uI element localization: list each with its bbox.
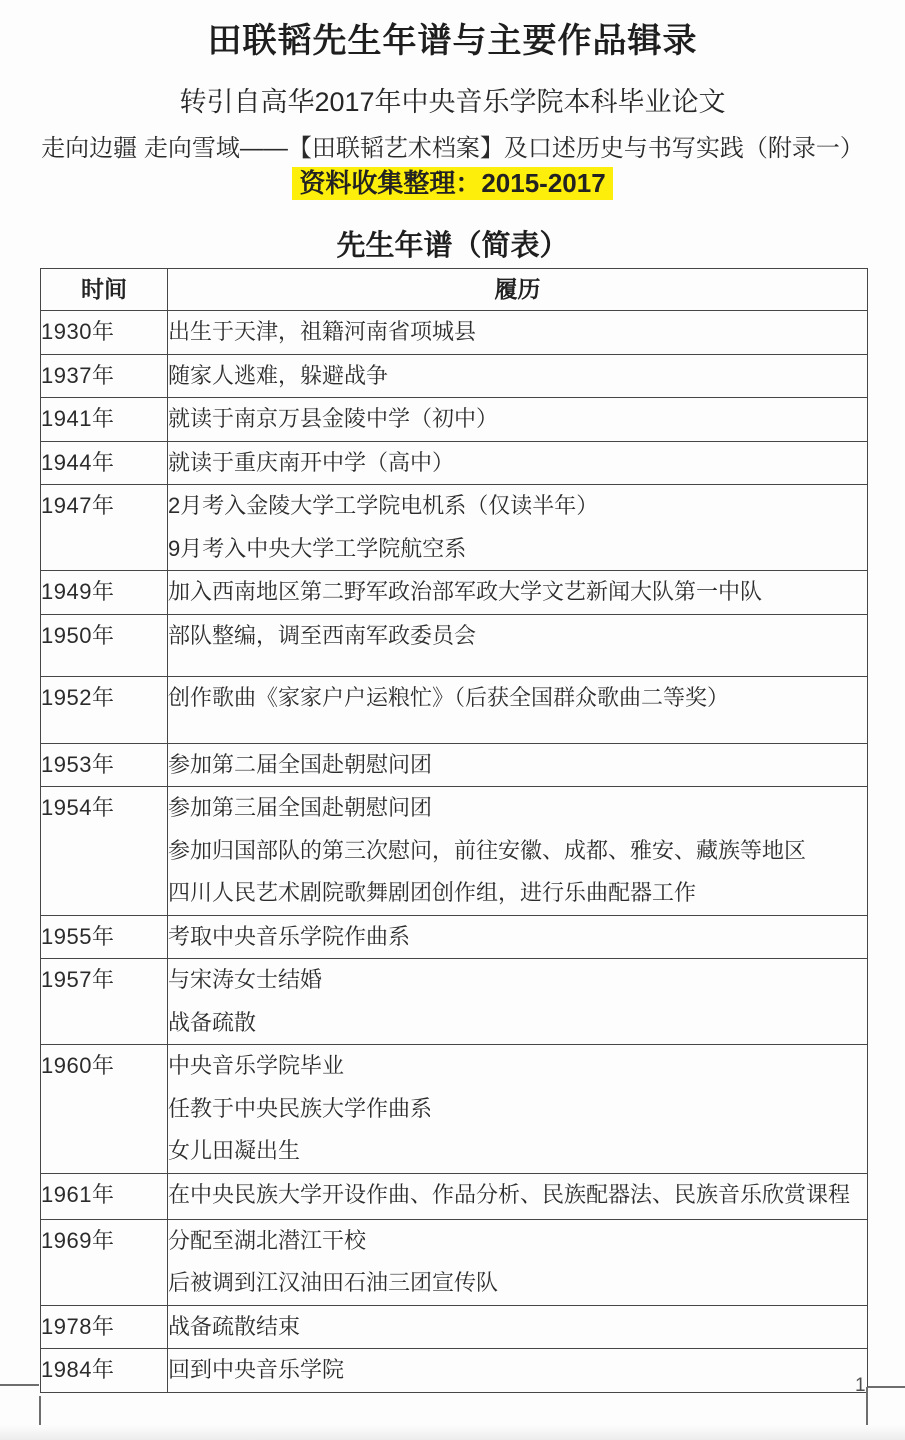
table-row — [41, 398, 868, 442]
events-cell — [168, 915, 868, 959]
year-label: 1952年 — [41, 684, 115, 710]
document-title: 田联韬先生年谱与主要作品辑录 — [207, 22, 698, 60]
year-label: 1954年 — [41, 795, 115, 820]
event-line: 中央音乐学院毕业 — [168, 1053, 345, 1078]
event-line: 参加第三届全国赴朝慰问团 — [168, 795, 433, 820]
events-cell — [168, 354, 868, 398]
year-label: 1957年 — [41, 967, 115, 992]
year-label: 1941年 — [41, 406, 115, 431]
year-cell — [41, 1045, 168, 1174]
year-label: 1955年 — [41, 923, 115, 949]
collection-note-row — [0, 167, 905, 203]
year-cell — [41, 441, 168, 485]
year-label: 1960年 — [41, 1053, 115, 1078]
table-row — [41, 571, 868, 615]
events-cell — [168, 959, 868, 1045]
table-row — [41, 1219, 868, 1305]
year-cell — [41, 959, 168, 1045]
event-line: 创作歌曲《家家户户运粮忙》（后获全国群众歌曲二等奖） — [168, 684, 730, 710]
table-row — [41, 1045, 868, 1174]
year-cell — [41, 1349, 168, 1393]
events-cell — [168, 485, 868, 571]
event-line: 战备疏散结束 — [168, 1313, 301, 1339]
year-cell — [41, 676, 168, 743]
table-row — [41, 959, 868, 1045]
event-line: 加入西南地区第二野军政治部军政大学文艺新闻大队第一中队 — [168, 579, 763, 604]
year-label: 1978年 — [41, 1313, 115, 1339]
table-row — [41, 354, 868, 398]
event-line: 出生于天津，祖籍河南省项城县 — [168, 319, 477, 344]
events-cell — [168, 441, 868, 485]
scan-bottom-edge — [0, 1425, 905, 1440]
year-cell — [41, 398, 168, 442]
event-line: 就读于南京万县金陵中学（初中） — [168, 406, 499, 431]
table-row — [41, 676, 868, 743]
year-label: 1984年 — [41, 1357, 115, 1382]
event-line: 9月考入中央大学工学院航空系 — [168, 535, 467, 561]
event-line: 任教于中央民族大学作曲系 — [168, 1095, 433, 1121]
table-row — [41, 441, 868, 485]
event-line: 与宋涛女士结婚 — [168, 967, 323, 992]
year-label: 1969年 — [41, 1227, 115, 1253]
events-cell — [168, 676, 868, 743]
event-line: 战备疏散 — [168, 1009, 257, 1035]
events-cell — [168, 743, 868, 787]
events-cell — [168, 1219, 868, 1305]
event-line: 参加归国部队的第三次慰问，前往安徽、成都、雅安、藏族等地区 — [168, 837, 807, 863]
document-subtitle: 转引自高华2017年中央音乐学院本科毕业论文 — [179, 87, 726, 117]
table-row — [41, 311, 868, 355]
year-label: 1937年 — [41, 362, 115, 388]
right-edge-rule — [868, 1386, 905, 1388]
table-row — [41, 614, 868, 676]
event-line: 四川人民艺术剧院歌舞剧团创作组，进行乐曲配器工作 — [168, 880, 697, 905]
year-cell — [41, 354, 168, 398]
table-row — [41, 743, 868, 787]
table-row — [41, 485, 868, 571]
year-cell — [41, 1219, 168, 1305]
year-cell — [41, 571, 168, 615]
year-label: 1953年 — [41, 751, 115, 777]
event-line: 回到中央音乐学院 — [168, 1357, 345, 1382]
year-cell — [41, 787, 168, 916]
year-label: 1961年 — [41, 1181, 115, 1207]
next-table-left-border — [39, 1396, 41, 1425]
year-cell — [41, 1173, 168, 1219]
year-cell — [41, 614, 168, 676]
events-cell — [168, 614, 868, 676]
year-label: 1944年 — [41, 449, 115, 475]
year-cell — [41, 311, 168, 355]
page-number: 1 — [855, 1375, 866, 1396]
event-line: 2月考入金陵大学工学院电机系（仅读半年） — [168, 493, 599, 518]
left-edge-rule — [0, 1384, 39, 1386]
events-cell — [168, 1305, 868, 1349]
events-cell — [168, 1349, 868, 1393]
chronology-table-body — [41, 311, 868, 1393]
source-line: 走向边疆 走向雪域——【田联韬艺术档案】及口述历史与书写实践（附录一） — [41, 135, 864, 162]
collection-note-highlight: 资料收集整理：2015-2017 — [292, 167, 612, 200]
events-cell — [168, 571, 868, 615]
table-row — [41, 1173, 868, 1219]
year-cell — [41, 1305, 168, 1349]
event-line: 女儿田凝出生 — [168, 1138, 301, 1163]
event-line: 就读于重庆南开中学（高中） — [168, 449, 455, 475]
events-cell — [168, 1045, 868, 1174]
table-header-row — [41, 269, 868, 311]
table-row — [41, 1305, 868, 1349]
table-row — [41, 787, 868, 916]
table-row — [41, 1349, 868, 1393]
event-line: 分配至湖北潜江干校 — [168, 1227, 367, 1253]
year-label: 1950年 — [41, 622, 115, 648]
next-table-right-border — [866, 1387, 868, 1425]
year-cell — [41, 485, 168, 571]
column-header-time: 时间 — [41, 269, 168, 311]
year-label: 1930年 — [41, 319, 115, 344]
event-line: 在中央民族大学开设作曲、作品分析、民族配器法、民族音乐欣赏课程 — [168, 1181, 851, 1207]
events-cell — [168, 398, 868, 442]
events-cell — [168, 1173, 868, 1219]
events-cell — [168, 311, 868, 355]
events-cell — [168, 787, 868, 916]
event-line: 随家人逃难，躲避战争 — [168, 362, 389, 388]
event-line: 考取中央音乐学院作曲系 — [168, 923, 411, 949]
event-line: 参加第二届全国赴朝慰问团 — [168, 751, 433, 777]
event-line: 后被调到江汉油田石油三团宣传队 — [168, 1270, 499, 1295]
table-row — [41, 915, 868, 959]
section-title: 先生年谱（简表） — [336, 230, 569, 262]
event-line: 部队整编，调至西南军政委员会 — [168, 622, 477, 648]
chronology-table — [40, 268, 868, 1393]
year-cell — [41, 915, 168, 959]
year-cell — [41, 743, 168, 787]
year-label: 1947年 — [41, 493, 115, 518]
year-label: 1949年 — [41, 579, 115, 604]
column-header-history: 履历 — [168, 269, 868, 311]
